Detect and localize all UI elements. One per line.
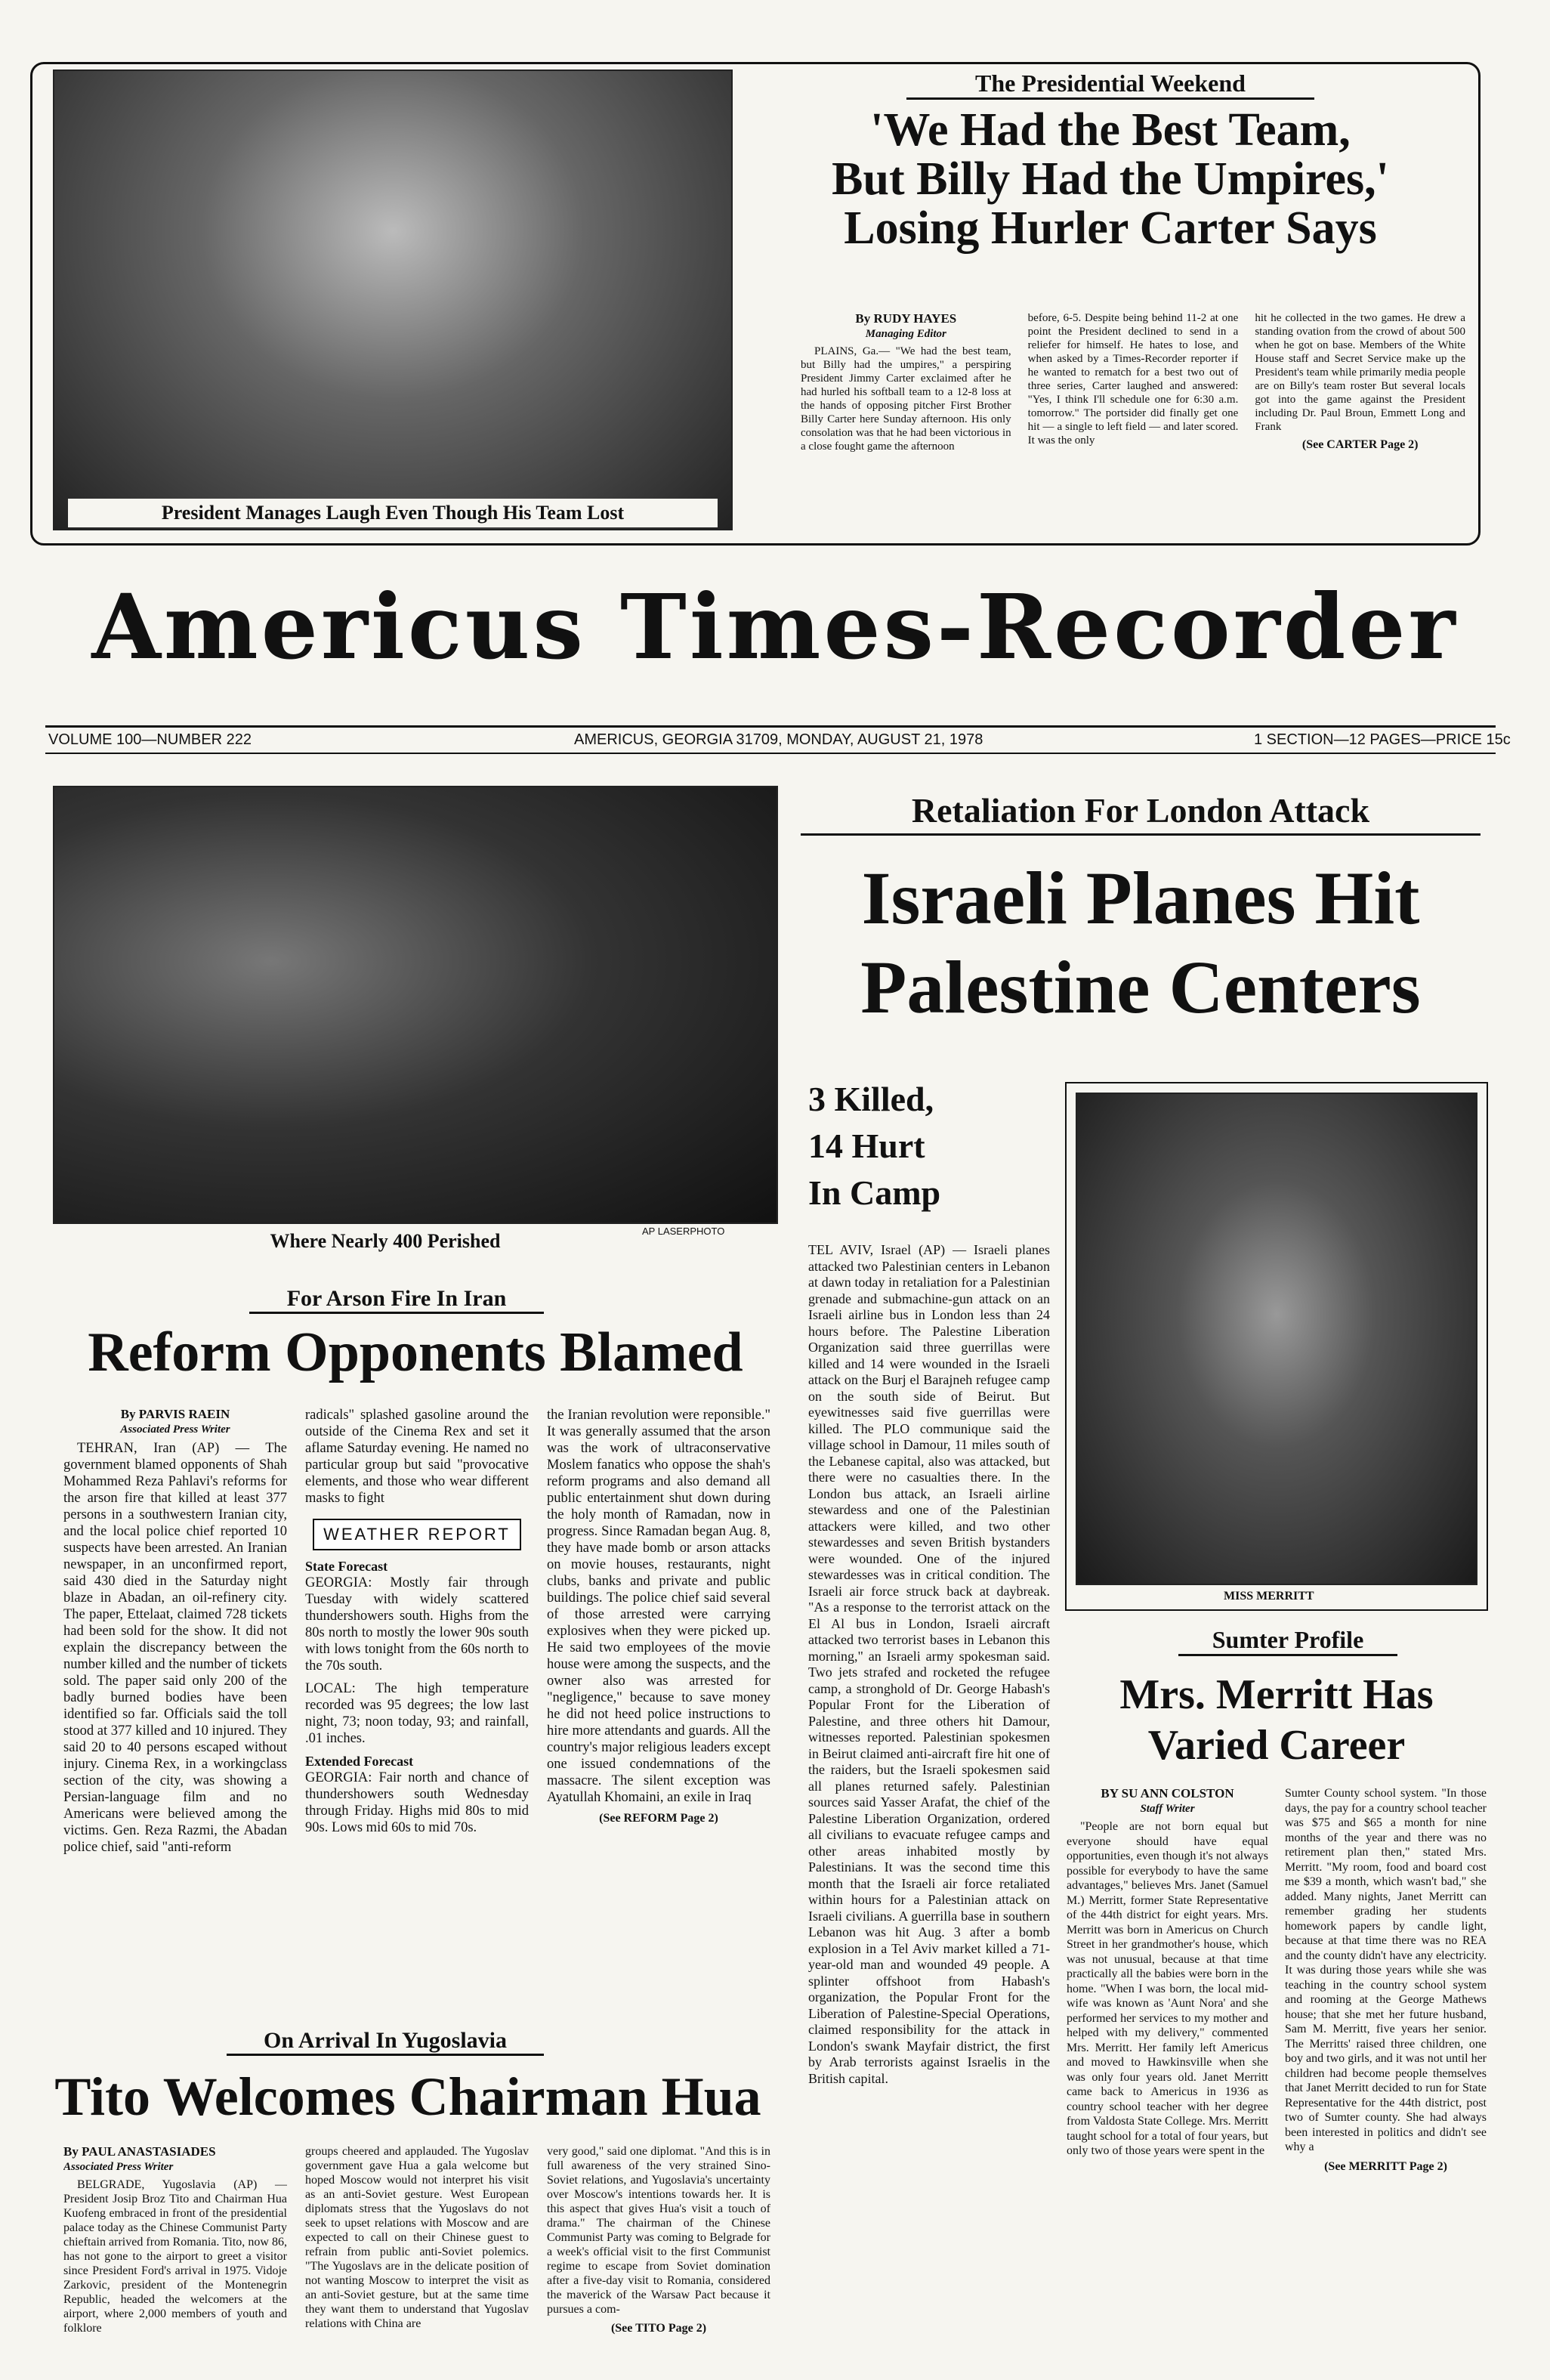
merritt-kicker: Sumter Profile [1178,1626,1397,1656]
reform-byline-name: By PARVIS RAEIN [120,1407,230,1421]
israel-subhead-line-1: 3 Killed, [808,1080,934,1118]
tito-byline-title: Associated Press Writer [63,2161,174,2173]
reform-kicker: For Arson Fire In Iran [249,1286,544,1314]
israel-body [808,1242,1050,2368]
merritt-byline-name: BY SU ANN COLSTON [1101,1786,1234,1800]
weather-state-text: GEORGIA: Mostly fair through Tuesday with widely scattered thundershowers south. Highs from the 80s north to mostly the lower 90s south with lows tonight from the 60s north to the 70s south. [305,1575,529,1674]
merritt-jump[interactable]: (See MERRITT Page 2) [1324,2159,1447,2173]
fire-photo-caption: Where Nearly 400 Perished [270,1230,501,1252]
top-story-jump[interactable]: (See CARTER Page 2) [1301,438,1419,451]
merritt-headline-line-1: Mrs. Merritt Has [1119,1671,1434,1718]
top-story-text-3: hit he collected in the two games. He drew a standing ovation from the crowd of about 500 when he got on base. Members of the White House staff and Secret Service make up the President's team while primarily media people are on Billy's team roster But several locals got into the game against the President including Dr. Paul Broun, Emmett Long and Frank [1255,312,1466,433]
tito-byline [63,2144,287,2174]
merritt-byline [1067,1786,1268,1816]
fire-photo [53,786,778,1224]
israel-subhead-line-2: 14 Hurt [808,1127,925,1166]
reform-body [63,1407,770,2026]
top-story-text-1: PLAINS, Ga.— "We had the best team, but Billy had the umpires," a perspiring President Jimmy Carter exclaimed after he had hurled his softball team to a 12-8 loss at the hands of opposing pitcher First Brother Billy Carter here Sunday afternoon. His only consolation was that he had been victorious in a close fought game the afternoon [801,345,1011,453]
reform-col-2 [305,1407,529,2026]
tito-body [63,2144,770,2368]
merritt-headline-line-2: Varied Career [1147,1722,1406,1770]
reform-byline [63,1407,287,1437]
merritt-byline-title: Staff Writer [1140,1803,1195,1815]
israel-text: TEL AVIV, Israel (AP) — Israeli planes attacked two Palestinian centers in Lebanon at dawn today in retaliation for a Palestinian grenade and submachine-gun attack on an Israeli airline bus in London less than 24 hours before. The Palestine Liberation Organization said three guerrillas were killed and 14 were wounded in the Israeli attack on the Burj el Barajneh refugee camp on the south side of Beirut. But eyewitnesses said five guerrillas were killed. The PLO communique said the village school in Damour, 11 miles south of the Lebanese capital, also was attacked, but there were no casualties there. In the London bus attack, an Israeli airline stewardess and one of the Palestinian attackers were killed, and two other stewardesses and seven British bystanders were wounded. One of the injured stewardesses was in critical condition. The Israeli air force struck back at daybreak. "As a response to the terrorist attack on the El Al bus in London, Israeli aircraft attacked two terrorist bases in Lebanon this morning," an Israeli army spokesman said. Two jets strafed and rocketed the refugee camp, a stronghold of Dr. George Habash's Popular Front for the Liberation of Palestine, and three others hit Damour, witnesses reported. Palestinian spokesmen in Beirut claimed anti-aircraft fire hit one of the raiders, but the Israeli spokesmen said all planes returned safely. Palestinian sources said Yasser Arafat, the chief of the Palestine Liberation Organization, ordered all civilians to evacuate refugee camps and other areas inhabited mostly by Palestinians. It was the second time this month that the Israeli air force retaliated within hours for a Palestinian attack on Israeli civilians. A guerrilla base in southern Lebanon was hit Aug. 3 after a bomb explosion in a Tel Aviv market killed a 71-year-old man and wounded 49 people. A splinter offshoot from Habash's organization, the Popular Front for the Liberation of Palestine-Special Operations, claimed responsibility for the attack in London's swank Mayfair district, the first by Arab terrorists against Israelis in the British capital. [808,1242,1050,2086]
top-headline [755,106,1465,253]
top-section-label: The Presidential Weekend [906,70,1314,100]
top-story-byline [801,311,1011,342]
tito-text-2: groups cheered and applauded. The Yugoslav government gave Hua a gala welcome but hoped Moscow would not interpret his visit as an anti-Soviet gesture. West European diplomats stress that the Yugoslavs do not seek to upset relations with Moscow and are expected to call on their Chinese guest to refrain from public anti-Soviet polemics. "The Yugoslavs are in the delicate position of not wanting Moscow to interpret the visit as an anti-Soviet gesture, but at the same time they want them to understand that Yugoslav relations with China are [305,2145,529,2330]
weather-local-text: LOCAL: The high temperature recorded was 95 degrees; the low last night, 73; noon today, 93; and rainfall, .01 inches. [305,1681,529,1746]
top-headline-line-3: Losing Hurler Carter Says [844,202,1377,255]
softball-photo [53,70,733,530]
tito-byline-name: By PAUL ANASTASIADES [63,2144,216,2159]
tito-col-3 [547,2144,770,2368]
tito-text-3: very good," said one diplomat. "And this is in full awareness of the very strained Sino-Soviet relations, and Yugoslavia's uncertainty over Moscow's intentions towards her. It is this aspect that gives Hua's visit a touch of drama." The chairman of the Chinese Communist Party was coming to Belgrade for a week's official visit to the first Communist regime to escape from Soviet domination after a five-day visit to Romania, considered the maverick of the Warsaw Pact because it pursues a com- [547,2145,770,2316]
tito-kicker: On Arrival In Yugoslavia [227,2028,544,2056]
merritt-text-1: "People are not born equal but everyone should have equal opportunities, even though it's not always possible for everybody to have the same advantages," believes Mrs. Janet (Samuel M.) Merritt, former State Representative of the 44th district for eight years. Mrs. Merritt was born in Americus on Church Street in her grandmother's house, which was not unusual, because at that time practically all the babies were born in the home. "When I was born, the local mid-wife was known as 'Aunt Nora' and she performed her services to my mother and helped with my delivery," commented Mrs. Merritt. Her family left Americus and moved to Hawkinsville when she was only four years old. Janet Merritt came back to Americus in 1936 as country school teacher with her degree from Valdosta State College. Mrs. Merritt taught school for a total of four years, but only two of those years were spent in the [1067,1820,1268,2157]
tito-col-2 [305,2144,529,2368]
merritt-text-2: Sumter County school system. "In those days, the pay for a country school teacher was $75 and $65 a month for nine months of the year and there was no retirement plan then," stated Mrs. Merritt. "My room, food and board cost me $39 a month, which wasn't bad," she added. Many nights, Janet Merritt can remember grading her students homework papers by candle light, because at that time there was no REA and the county didn't have any electricity. It was during those years while she was teaching in the country school system and rooming at the George Mathews house; that she met her future husband, Sam M. Merritt, five years her senior. The Merritts' raised three children, one boy and two girls, and it was not until her children had become people themselves that Janet Merritt decided to run for State Representative for the 44th district, post two of Sumter county. She had always been interested in politics and didn't see why a [1285,1787,1487,2153]
tito-col-1 [63,2144,287,2368]
masthead-rule-top [45,725,1496,728]
israel-headline-line-1: Israeli Planes Hit [861,856,1420,940]
top-story-col-1 [801,311,1011,536]
israel-subhead [808,1076,1050,1216]
reform-byline-title: Associated Press Writer [120,1423,230,1436]
merritt-photo [1076,1093,1477,1585]
fire-photo-credit: AP LASERPHOTO [642,1226,725,1237]
tito-text-1: BELGRADE, Yugoslavia (AP) — President Josip Broz Tito and Chairman Hua Kuofeng embraced in front of the presidential palace today as the Chinese Communist Party chieftain arrived from Romania. Tito, now 86, has not gone to the airport to greet a visitor since President Ford's arrival in 1975. Vidoje Zarkovic, president of the Montenegrin Republic, headed the welcomers at the airport, where 2,000 members of youth and folklore [63,2178,287,2335]
masthead-location-date: AMERICUS, GEORGIA 31709, MONDAY, AUGUST 21, 1978 [574,731,983,748]
tito-headline: Tito Welcomes Chairman Hua [54,2066,761,2127]
merritt-col-1 [1067,1786,1268,2368]
top-byline-title: Managing Editor [865,328,946,340]
top-story-body [801,311,1465,536]
weather-extended-head: Extended Forecast [305,1754,414,1769]
masthead-title: Americus Times-Recorder [91,574,1459,679]
weather-state-head: State Forecast [305,1559,388,1574]
top-headline-line-2: But Billy Had the Umpires,' [832,153,1389,206]
top-story-col-3 [1255,311,1465,536]
reform-text-3: the Iranian revolution were reponsible." It was generally assumed that the arson was the work of ultraconservative Moslem fanatics who oppose the shah's reform programs and also demand all public entertainment shut down during the holy month of Ramadan, now in progress. Since Ramadan began Aug. 8, they have made bomb or arson attacks on movie houses, restaurants, night clubs, banks and private and public buildings. The police chief said several of those arrested were carrying explosives when they were picked up. He said two employees of the movie house were among the suspects, and the owner also was arrested for "negligence," because to save money he did not heed police instructions to hire more attendants and guards. All the country's major religious leaders except one issued condemnations of the massacre. The silent exception was Ayatullah Khomaini, an exile in Iraq [547,1408,770,1805]
merritt-col-2 [1285,1786,1487,2368]
top-byline-name: By RUDY HAYES [855,311,957,326]
top-story-col-2 [1028,311,1239,536]
top-headline-line-1: 'We Had the Best Team, [870,104,1351,156]
reform-jump[interactable]: (See REFORM Page 2) [599,1812,718,1825]
israel-kicker: Retaliation For London Attack [801,790,1481,836]
top-story-text-2: before, 6-5. Despite being behind 11-2 at one point the President declined to send in a reliefer for himself. He hates to lose, and when asked by a Times-Recorder reporter if he wanted to rematch for a best two out of three series, Carter laughed and answered: "Yes, I think I'll schedule one for 6:30 a.m. tomorrow." The portsider did finally get one hit — a single to left field — and later scored. It was the only [1027,312,1239,447]
masthead-volume: VOLUME 100—NUMBER 222 [48,731,252,748]
merritt-headline [1065,1670,1488,1771]
israel-headline-line-2: Palestine Centers [860,945,1421,1029]
merritt-body [1067,1786,1487,2368]
weather-report-box: WEATHER REPORT [313,1519,521,1550]
tito-jump[interactable]: (See TITO Page 2) [610,2322,707,2335]
israel-headline [793,854,1488,1032]
reform-text-1: TEHRAN, Iran (AP) — The government blamed opponents of Shah Mohammed Reza Pahlavi's reforms for the arson fire that killed at least 377 persons in a southwestern Iranian city, and the local police chief reported 10 suspects have been arrested. An Iranian newspaper, in an unconfirmed report, said 430 died in the Saturday night blaze in Abadan, an oil-refinery city. The paper, Ettelaat, claimed 728 tickets had been sold for the show. It did not explain the discrepancy between the number killed and the number of tickets sold. The paper said only 200 of the badly burned bodies have been identified so far. Officials said the toll stood at 377 killed and 10 injured. They said 20 to 40 persons escaped without injury. Cinema Rex, in a workingclass section of the city, was showing a Persian-language film and no Americans were believed among the victims. Gen. Reza Razmi, the Abadan police chief, said "anti-reform [63,1441,287,1855]
top-photo-caption: President Manages Laugh Even Though His Team Lost [68,499,718,527]
masthead-rule-bottom [45,753,1496,754]
masthead-price: 1 SECTION—12 PAGES—PRICE 15c [1254,731,1511,748]
reform-col-1 [63,1407,287,2026]
israel-subhead-line-3: In Camp [808,1173,941,1213]
reform-headline: Reform Opponents Blamed [88,1321,743,1383]
weather-extended-text: GEORGIA: Fair north and chance of thundershowers south Wednesday through Friday. Highs mid 80s to mid 90s. Lows mid 60s to mid 70s. [305,1770,529,1835]
reform-text-2: radicals" splashed gasoline around the outside of the Cinema Rex and set it aflame Saturday evening. He named no particular group but said "provocative elements, and those who wear different masks to fight [305,1408,529,1506]
merritt-photo-caption: MISS MERRITT [1224,1590,1314,1603]
reform-col-3 [547,1407,770,2026]
